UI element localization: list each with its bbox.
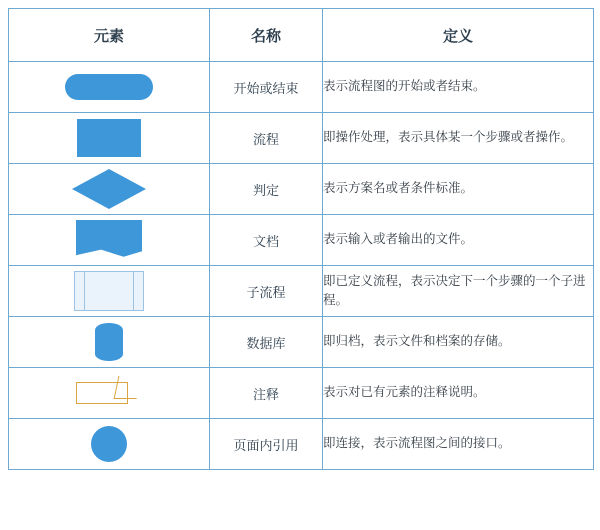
definition-cell: 表示对已有元素的注释说明。 <box>323 368 594 419</box>
element-cell <box>9 215 210 266</box>
shape-container <box>9 317 209 367</box>
definition-cell: 即连接，表示流程图之间的接口。 <box>323 419 594 470</box>
element-cell <box>9 164 210 215</box>
table-row <box>9 368 594 419</box>
definition-cell: 表示输入或者输出的文件。 <box>323 215 594 266</box>
element-cell <box>9 62 210 113</box>
element-cell <box>9 113 210 164</box>
shape-container <box>9 368 209 418</box>
table-row <box>9 164 594 215</box>
element-cell <box>9 368 210 419</box>
name-cell: 开始或结束 <box>210 62 323 113</box>
annotation-shape-icon <box>76 376 142 410</box>
name-cell: 页面内引用 <box>210 419 323 470</box>
subprocess-shape-icon <box>74 271 144 311</box>
definition-cell: 即归档，表示文件和档案的存储。 <box>323 317 594 368</box>
table-header <box>9 9 594 62</box>
terminator-shape-icon <box>65 74 153 100</box>
column-header-name: 名称 <box>210 9 323 62</box>
name-cell: 数据库 <box>210 317 323 368</box>
decision-shape-icon <box>72 169 146 209</box>
name-cell: 文档 <box>210 215 323 266</box>
on-page-connector-shape-icon <box>91 426 127 462</box>
shape-container <box>9 113 209 163</box>
element-cell <box>9 317 210 368</box>
definition-cell: 即已定义流程，表示决定下一个步骤的一个子进程。 <box>323 266 594 317</box>
definition-cell: 即操作处理，表示具体某一个步骤或者操作。 <box>323 113 594 164</box>
shape-container <box>9 62 209 112</box>
definition-cell: 表示流程图的开始或者结束。 <box>323 62 594 113</box>
annotation-tail <box>114 376 142 399</box>
database-shape-icon <box>95 323 123 361</box>
column-header-element: 元素 <box>9 9 210 62</box>
shape-container <box>9 215 209 265</box>
table-row <box>9 419 594 470</box>
flowchart-symbol-table <box>8 8 594 470</box>
name-cell: 判定 <box>210 164 323 215</box>
table-row <box>9 113 594 164</box>
shape-container <box>9 266 209 316</box>
name-cell: 注释 <box>210 368 323 419</box>
name-cell: 子流程 <box>210 266 323 317</box>
element-cell <box>9 419 210 470</box>
column-header-definition: 定义 <box>323 9 594 62</box>
table-header-row <box>9 9 594 62</box>
table-row <box>9 317 594 368</box>
document-shape-icon <box>76 220 142 260</box>
table-row <box>9 215 594 266</box>
definition-cell: 表示方案名或者条件标准。 <box>323 164 594 215</box>
element-cell <box>9 266 210 317</box>
table-row <box>9 62 594 113</box>
table-body <box>9 62 594 470</box>
shape-container <box>9 164 209 214</box>
process-shape-icon <box>77 119 141 157</box>
name-cell: 流程 <box>210 113 323 164</box>
shape-container <box>9 419 209 469</box>
table-row <box>9 266 594 317</box>
